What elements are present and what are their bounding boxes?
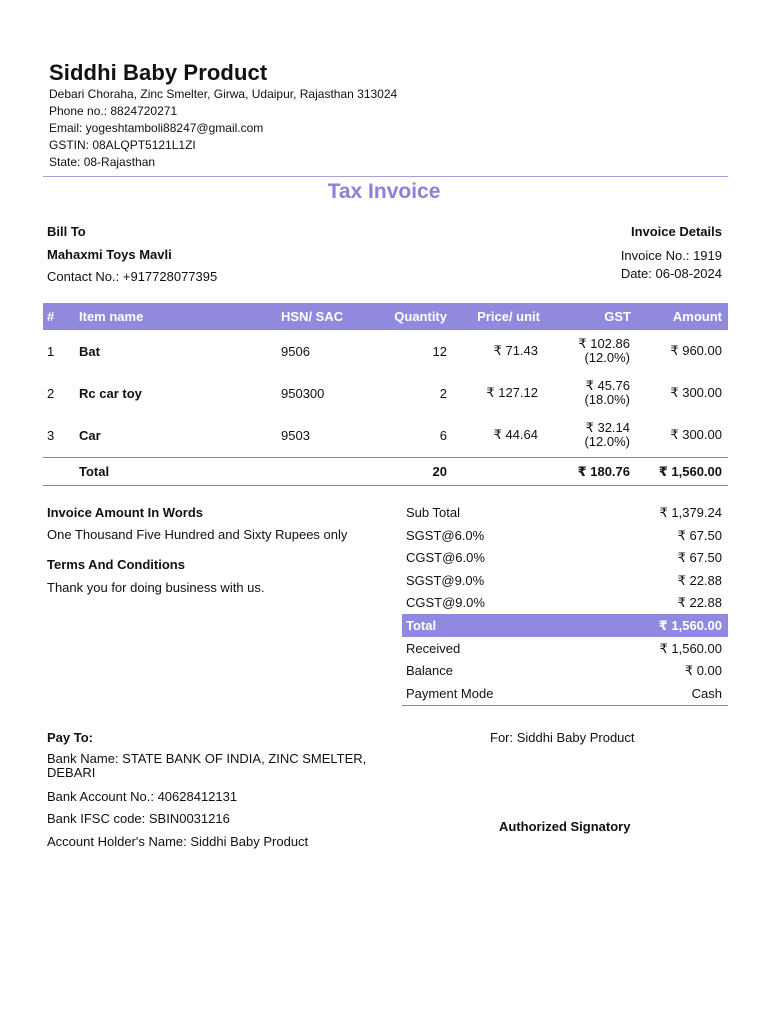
row-gst bbox=[578, 330, 630, 372]
summary-payment-mode bbox=[402, 682, 728, 705]
header-item-name: Item name bbox=[79, 309, 144, 324]
summary-value: ₹ 1,379.24 bbox=[659, 505, 722, 520]
pay-to-heading: Pay To: bbox=[47, 730, 93, 745]
summary-balance bbox=[402, 659, 728, 682]
row-hsn: 950300 bbox=[281, 385, 325, 401]
total-gst: ₹ 180.76 bbox=[577, 464, 630, 479]
company-email: Email: yogeshtamboli88247@gmail.com bbox=[49, 121, 264, 135]
bill-to-name: Mahaxmi Toys Mavli bbox=[47, 247, 172, 262]
header-num: # bbox=[47, 309, 55, 324]
row-gst-rate: (12.0%) bbox=[584, 434, 630, 449]
summary-total bbox=[402, 614, 728, 637]
row-quantity: 6 bbox=[439, 427, 447, 443]
summary-cgst-9 bbox=[402, 591, 728, 614]
signature-for-line: For: Siddhi Baby Product bbox=[490, 730, 635, 745]
company-address: Debari Choraha, Zinc Smelter, Girwa, Udaipur, Rajasthan 313024 bbox=[49, 87, 398, 101]
table-bottom-divider bbox=[43, 485, 728, 486]
row-num: 2 bbox=[47, 385, 55, 401]
amount-in-words-heading: Invoice Amount In Words bbox=[47, 505, 204, 520]
row-num: 3 bbox=[47, 427, 55, 443]
header-amount: Amount bbox=[672, 309, 722, 324]
summary-value: ₹ 1,560.00 bbox=[659, 641, 722, 656]
row-gst-amount: ₹ 32.14 bbox=[585, 420, 630, 435]
row-gst-rate: (12.0%) bbox=[584, 350, 630, 365]
summary-label: Payment Mode bbox=[406, 686, 494, 701]
summary-value: ₹ 67.50 bbox=[677, 528, 722, 543]
row-price: ₹ 71.43 bbox=[493, 343, 538, 358]
company-name: Siddhi Baby Product bbox=[49, 60, 268, 85]
row-gst-rate: (18.0%) bbox=[584, 392, 630, 407]
row-gst-amount: ₹ 102.86 bbox=[578, 336, 630, 351]
terms-heading: Terms And Conditions bbox=[47, 557, 185, 572]
total-quantity: 20 bbox=[432, 464, 447, 479]
summary-label: CGST@9.0% bbox=[406, 595, 485, 610]
summary-received bbox=[402, 637, 728, 660]
summary-value: ₹ 1,560.00 bbox=[658, 618, 722, 633]
header-price: Price/ unit bbox=[477, 309, 540, 324]
bank-name: Bank Name: STATE BANK OF INDIA, ZINC SMELTER, bbox=[47, 751, 367, 766]
invoice-details-heading: Invoice Details bbox=[630, 224, 722, 239]
company-phone: Phone no.: 8824720271 bbox=[49, 104, 178, 118]
summary-label: Balance bbox=[406, 663, 453, 678]
row-hsn: 9506 bbox=[281, 343, 310, 359]
summary-value: ₹ 0.00 bbox=[684, 663, 722, 678]
row-quantity: 12 bbox=[432, 343, 447, 359]
authorized-signatory: Authorized Signatory bbox=[499, 819, 631, 834]
summary-label: SGST@9.0% bbox=[406, 573, 485, 588]
summary-label: CGST@6.0% bbox=[406, 550, 485, 565]
account-holder-name: Account Holder's Name: Siddhi Baby Product bbox=[47, 834, 309, 849]
terms-text: Thank you for doing business with us. bbox=[47, 580, 265, 595]
total-amount: ₹ 1,560.00 bbox=[658, 464, 722, 479]
summary-sgst-9 bbox=[402, 569, 728, 592]
header-divider bbox=[43, 176, 728, 177]
amount-in-words: One Thousand Five Hundred and Sixty Rupees only bbox=[47, 527, 348, 542]
company-state: State: 08-Rajasthan bbox=[49, 155, 156, 169]
company-gstin: GSTIN: 08ALQPT5121L1ZI bbox=[49, 138, 196, 152]
summary-cgst-6 bbox=[402, 546, 728, 569]
summary-label: SGST@6.0% bbox=[406, 528, 485, 543]
items-table-header bbox=[43, 303, 728, 330]
header-quantity: Quantity bbox=[394, 309, 447, 324]
summary-value: Cash bbox=[691, 686, 722, 701]
bill-to-heading: Bill To bbox=[47, 224, 86, 239]
table-row bbox=[43, 372, 728, 414]
summary-label: Received bbox=[406, 641, 461, 656]
bill-to-contact: Contact No.: +917728077395 bbox=[47, 269, 218, 284]
bank-ifsc-code: Bank IFSC code: SBIN0031216 bbox=[47, 811, 230, 826]
summary-label: Sub Total bbox=[406, 505, 460, 520]
bank-name-continued: DEBARI bbox=[47, 765, 96, 780]
row-item-name: Car bbox=[79, 427, 101, 443]
row-gst bbox=[584, 372, 630, 414]
summary-sgst-6 bbox=[402, 524, 728, 547]
invoice-number: Invoice No.: 1919 bbox=[620, 248, 722, 263]
summary-bottom-divider bbox=[402, 705, 728, 706]
summary-value: ₹ 67.50 bbox=[677, 550, 722, 565]
header-gst: GST bbox=[604, 309, 631, 324]
table-total-row bbox=[43, 458, 728, 485]
row-gst bbox=[584, 414, 630, 456]
summary-sub-total bbox=[402, 501, 728, 524]
header-hsn: HSN/ SAC bbox=[281, 309, 344, 324]
row-amount: ₹ 300.00 bbox=[670, 427, 722, 442]
invoice-title: Tax Invoice bbox=[327, 180, 441, 203]
row-quantity: 2 bbox=[439, 385, 447, 401]
total-label: Total bbox=[79, 464, 110, 479]
summary-value: ₹ 22.88 bbox=[677, 595, 722, 610]
row-amount: ₹ 300.00 bbox=[670, 385, 722, 400]
invoice-date: Date: 06-08-2024 bbox=[620, 266, 722, 281]
row-gst-amount: ₹ 45.76 bbox=[585, 378, 630, 393]
bank-account-number: Bank Account No.: 40628412131 bbox=[47, 789, 238, 804]
row-hsn: 9503 bbox=[281, 427, 310, 443]
row-amount: ₹ 960.00 bbox=[670, 343, 722, 358]
row-num: 1 bbox=[47, 343, 55, 359]
row-price: ₹ 44.64 bbox=[493, 427, 538, 442]
summary-label: Total bbox=[406, 618, 437, 633]
summary-value: ₹ 22.88 bbox=[677, 573, 722, 588]
row-price: ₹ 127.12 bbox=[486, 385, 538, 400]
row-item-name: Rc car toy bbox=[79, 385, 142, 401]
table-row bbox=[43, 414, 728, 456]
row-item-name: Bat bbox=[79, 343, 100, 359]
table-row bbox=[43, 330, 728, 372]
